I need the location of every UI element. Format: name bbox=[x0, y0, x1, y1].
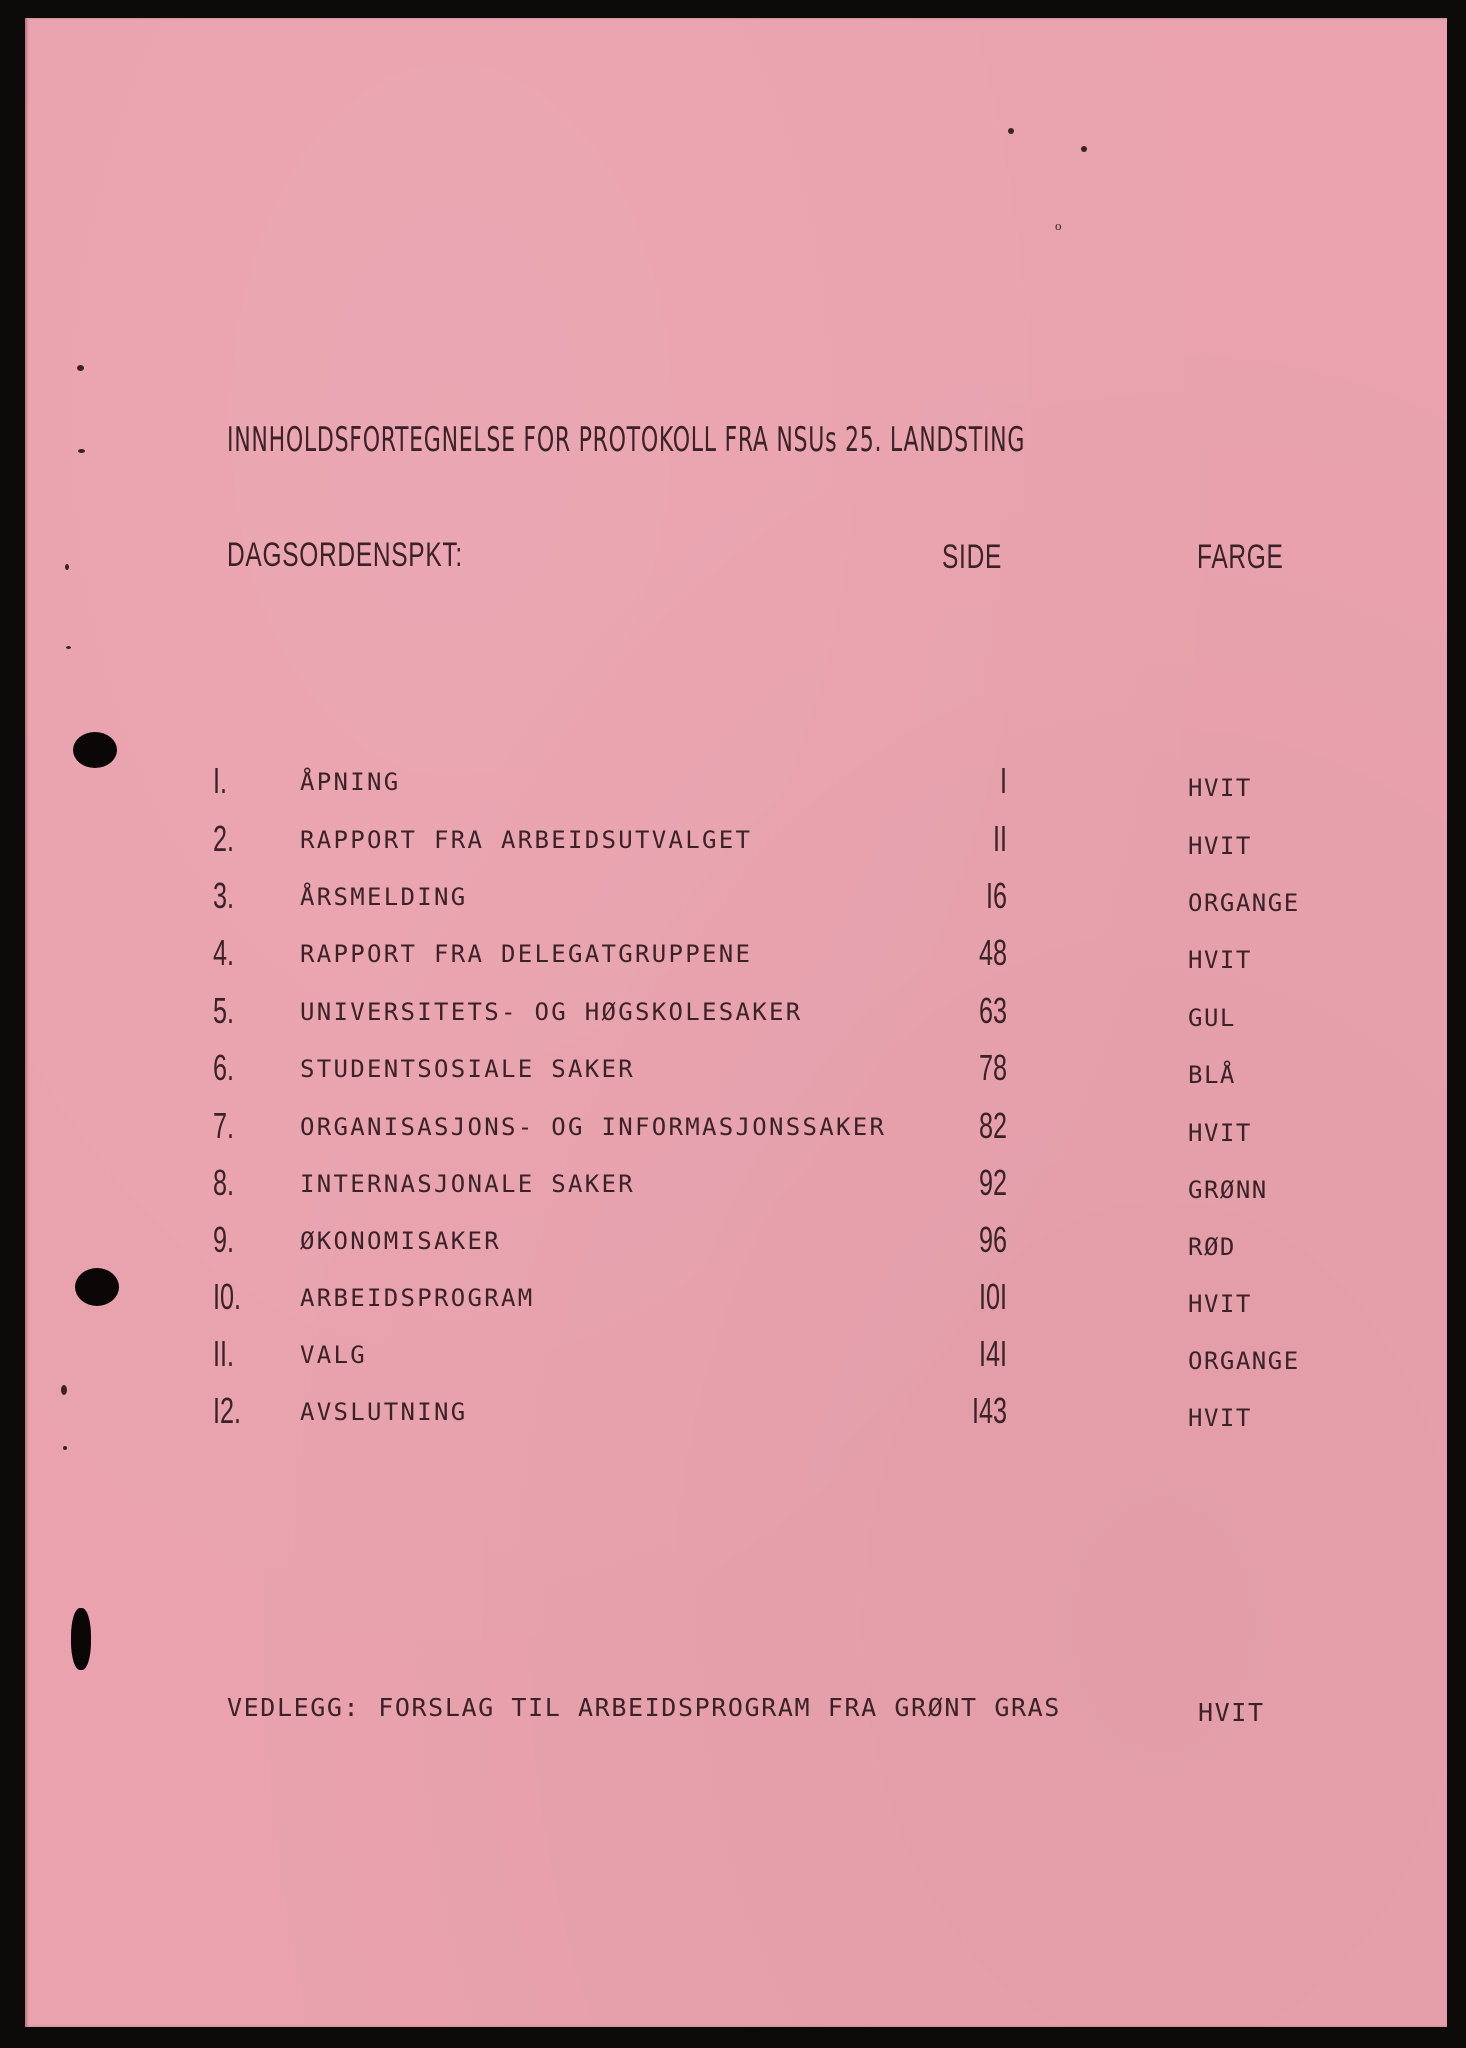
speck bbox=[77, 365, 84, 371]
item-page: I bbox=[999, 760, 1007, 801]
item-page: 82 bbox=[978, 1105, 1007, 1146]
dot bbox=[1081, 146, 1087, 152]
item-number: 5. bbox=[213, 990, 235, 1031]
item-number: 3. bbox=[213, 875, 235, 916]
item-color: HVIT bbox=[1188, 832, 1252, 860]
toc-row bbox=[25, 1162, 1447, 1212]
toc-row bbox=[25, 1047, 1447, 1097]
document-page bbox=[25, 18, 1447, 2027]
item-page: I43 bbox=[971, 1390, 1007, 1431]
toc-row bbox=[25, 818, 1447, 868]
speck bbox=[66, 646, 71, 649]
item-color: GUL bbox=[1188, 1004, 1236, 1032]
item-number: I2. bbox=[213, 1390, 242, 1431]
item-number: 8. bbox=[213, 1162, 235, 1203]
toc-row bbox=[25, 932, 1447, 982]
item-label: ORGANISASJONS- OG INFORMASJONSSAKER bbox=[300, 1113, 887, 1141]
speck bbox=[63, 1446, 67, 1450]
speck bbox=[78, 449, 85, 453]
column-header-item: DAGSORDENSPKT: bbox=[227, 536, 463, 574]
item-number: 6. bbox=[213, 1047, 235, 1088]
item-number: II. bbox=[213, 1333, 235, 1374]
toc-row bbox=[25, 760, 1447, 810]
document-title: INNHOLDSFORTEGNELSE FOR PROTOKOLL FRA NSUs 25. LANDSTING bbox=[227, 420, 1026, 460]
item-page: 96 bbox=[978, 1219, 1007, 1260]
toc-row bbox=[25, 1219, 1447, 1269]
item-number: 9. bbox=[213, 1219, 235, 1260]
item-page: I6 bbox=[985, 875, 1007, 916]
attachment-line bbox=[227, 1693, 1061, 1722]
item-label: ØKONOMISAKER bbox=[300, 1227, 501, 1255]
item-label: ÅRSMELDING bbox=[300, 883, 468, 911]
attachment-label: VEDLEGG: bbox=[227, 1693, 361, 1722]
attachment-color: HVIT bbox=[1198, 1698, 1265, 1727]
item-color: HVIT bbox=[1188, 1290, 1252, 1318]
item-label: RAPPORT FRA ARBEIDSUTVALGET bbox=[300, 826, 753, 854]
item-number: 2. bbox=[213, 818, 235, 859]
toc-row bbox=[25, 875, 1447, 925]
item-page: 78 bbox=[978, 1047, 1007, 1088]
speck bbox=[65, 564, 69, 570]
toc-row bbox=[25, 1333, 1447, 1383]
dot bbox=[1008, 128, 1014, 134]
item-label: UNIVERSITETS- OG HØGSKOLESAKER bbox=[300, 998, 803, 1026]
item-color: HVIT bbox=[1188, 774, 1252, 802]
item-color: ORGANGE bbox=[1188, 889, 1300, 917]
item-number: 7. bbox=[213, 1105, 235, 1146]
item-color: HVIT bbox=[1188, 946, 1252, 974]
item-page: I0I bbox=[978, 1276, 1007, 1317]
item-color: RØD bbox=[1188, 1233, 1236, 1261]
item-number: I. bbox=[213, 760, 228, 801]
item-label: VALG bbox=[300, 1341, 367, 1369]
item-label: ARBEIDSPROGRAM bbox=[300, 1284, 535, 1312]
toc-row bbox=[25, 990, 1447, 1040]
item-color: BLÅ bbox=[1188, 1061, 1236, 1089]
item-color: ORGANGE bbox=[1188, 1347, 1300, 1375]
toc-row bbox=[25, 1276, 1447, 1326]
item-label: RAPPORT FRA DELEGATGRUPPENE bbox=[300, 940, 753, 968]
toc-row bbox=[25, 1105, 1447, 1155]
column-header-page: SIDE bbox=[942, 538, 1003, 576]
item-page: 63 bbox=[978, 990, 1007, 1031]
item-number: 4. bbox=[213, 932, 235, 973]
column-header-color: FARGE bbox=[1197, 538, 1284, 576]
small-circle-mark: o bbox=[1055, 218, 1062, 233]
attachment-text: FORSLAG TIL ARBEIDSPROGRAM FRA GRØNT GRAS bbox=[378, 1693, 1061, 1722]
item-label: STUDENTSOSIALE SAKER bbox=[300, 1055, 635, 1083]
item-label: AVSLUTNING bbox=[300, 1398, 468, 1426]
binder-mark bbox=[71, 1608, 91, 1670]
item-page: I4I bbox=[978, 1333, 1007, 1374]
item-page: 48 bbox=[978, 932, 1007, 973]
item-color: HVIT bbox=[1188, 1119, 1252, 1147]
item-page: II bbox=[992, 818, 1007, 859]
item-color: GRØNN bbox=[1188, 1176, 1268, 1204]
item-label: ÅPNING bbox=[300, 768, 401, 796]
item-color: HVIT bbox=[1188, 1404, 1252, 1432]
item-number: I0. bbox=[213, 1276, 242, 1317]
item-label: INTERNASJONALE SAKER bbox=[300, 1170, 635, 1198]
item-page: 92 bbox=[978, 1162, 1007, 1203]
toc-row bbox=[25, 1390, 1447, 1440]
